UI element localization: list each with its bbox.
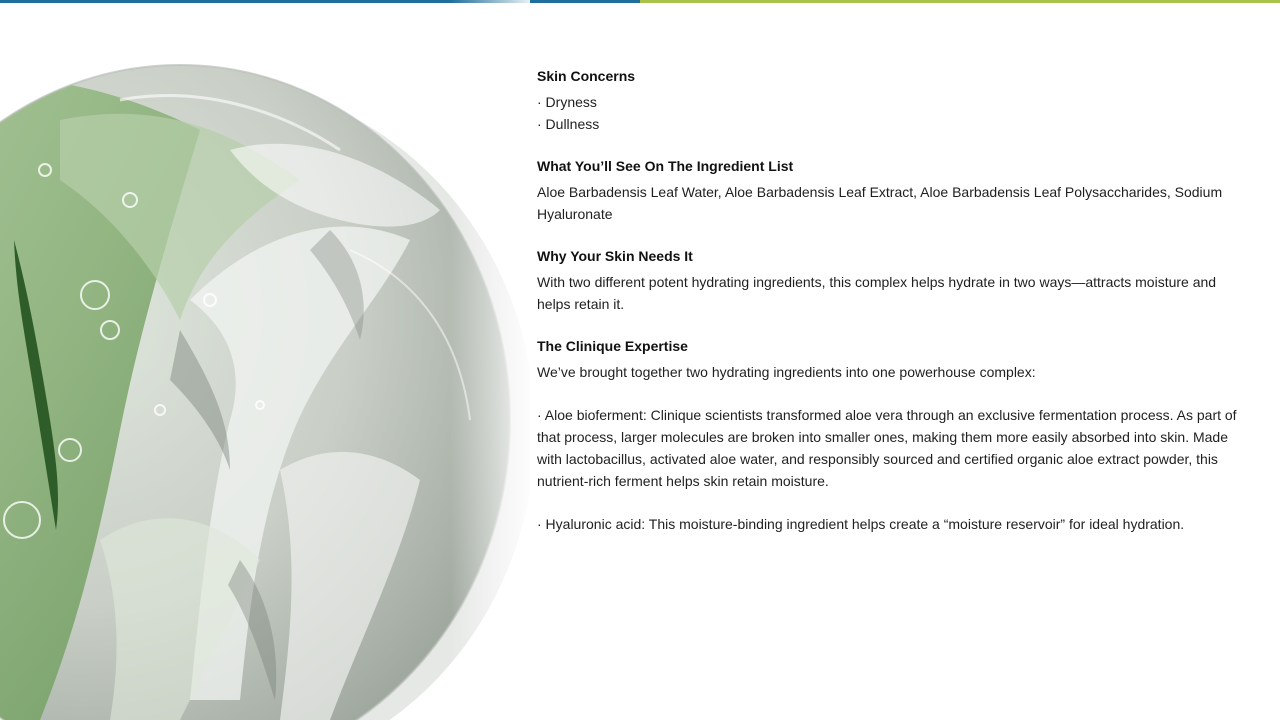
why-skin-needs-it-section <box>537 246 1252 315</box>
aloe-gel-swatch-icon <box>0 0 530 720</box>
skin-concerns-list <box>537 91 1252 135</box>
clinique-expertise-heading: The Clinique Expertise <box>537 338 688 354</box>
aloe-bioferment-text: · Aloe bioferment: Clinique scientists transformed aloe vera through an exclusive fermentation process. As part of that process, larger molecules are broken into smaller ones, making them more easily absorbed into skin. Made with lactobacillus, activated aloe water, and responsibly sourced and certified organic aloe extract powder, this nutrient-rich ferment helps skin retain moisture. <box>537 407 1237 489</box>
hyaluronic-acid-text: · Hyaluronic acid: This moisture-binding ingredient helps create a “moisture reservoir” for ideal hydration. <box>537 516 1185 532</box>
ingredient-list-heading: What You’ll See On The Ingredient List <box>537 158 794 174</box>
ingredient-info-panel <box>537 66 1252 556</box>
skin-concerns-heading: Skin Concerns <box>537 68 636 84</box>
why-skin-needs-it-heading: Why Your Skin Needs It <box>537 248 693 264</box>
why-skin-needs-it-text: With two different potent hydrating ingredients, this complex helps hydrate in two ways—attracts moisture and helps retain it. <box>537 274 1217 312</box>
clinique-expertise-intro: We’ve brought together two hydrating ingredients into one powerhouse complex: <box>537 364 1036 380</box>
clinique-expertise-section <box>537 336 1252 535</box>
top-accent-bar-green <box>640 0 1280 3</box>
skin-concern-item: · Dullness <box>537 116 600 132</box>
ingredient-list-text: Aloe Barbadensis Leaf Water, Aloe Barbadensis Leaf Extract, Aloe Barbadensis Leaf Polysaccharides, Sodium Hyaluronate <box>537 184 1223 222</box>
skin-concern-item: · Dryness <box>537 94 597 110</box>
ingredient-list-section <box>537 156 1252 225</box>
aloe-gel-swatch-image <box>0 0 530 720</box>
skin-concerns-section <box>537 66 1252 135</box>
